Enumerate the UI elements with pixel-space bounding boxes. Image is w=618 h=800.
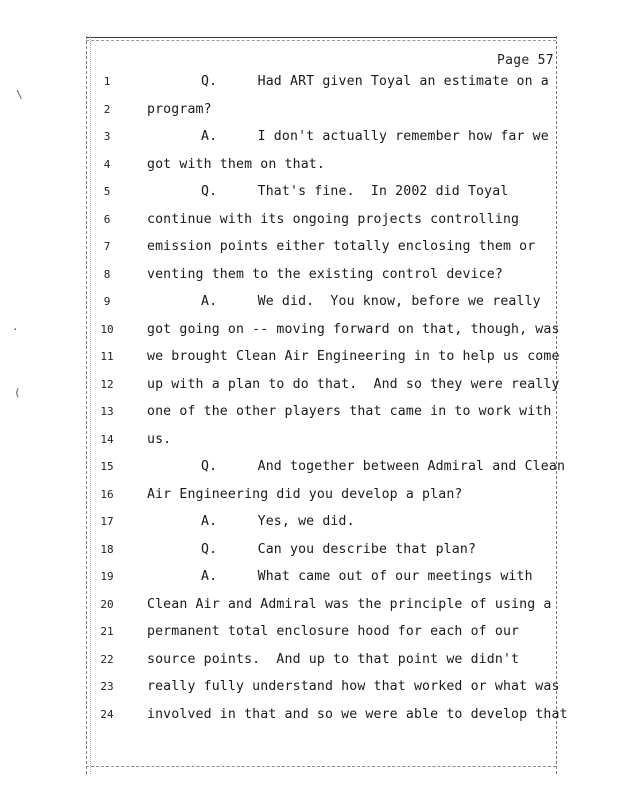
line-number: 18 <box>100 542 114 556</box>
line-number: 6 <box>103 212 111 226</box>
line-text: permanent total enclosure hood for each of our <box>147 624 520 639</box>
line-text: we brought Clean Air Engineering in to help us come <box>147 349 560 364</box>
line-number: 17 <box>100 515 114 528</box>
line-text: A. I don't actually remember how far we <box>201 129 549 144</box>
line-number: 19 <box>100 570 114 583</box>
scan-dot: . <box>12 320 19 333</box>
line-text: A. We did. You know, before we really <box>201 294 541 309</box>
line-text: got with them on that. <box>147 156 325 172</box>
line-text: A. Yes, we did. <box>201 514 355 529</box>
right-margin-line <box>556 36 557 774</box>
line-number: 3 <box>103 130 111 143</box>
line-text: Clean Air and Admiral was the principle of using a <box>147 596 552 612</box>
line-text: Q. And together between Admiral and Clean <box>201 459 566 474</box>
line-number: 4 <box>103 157 111 171</box>
top-rule <box>86 37 556 38</box>
line-number: 5 <box>103 185 111 198</box>
line-number: 13 <box>100 405 114 418</box>
line-text: program? <box>147 101 212 117</box>
line-number: 12 <box>100 377 114 391</box>
top-rule-dashed <box>86 40 556 41</box>
line-text: Q. That's fine. In 2002 did Toyal <box>201 184 509 199</box>
line-text: source points. And up to that point we didn't <box>147 651 520 667</box>
line-text: venting them to the existing control device? <box>147 266 503 282</box>
line-number: 9 <box>103 295 111 308</box>
line-text: us. <box>147 431 172 447</box>
line-text: A. What came out of our meetings with <box>201 569 533 584</box>
line-text: Q. Can you describe that plan? <box>201 541 477 557</box>
line-number: 22 <box>100 652 114 666</box>
line-text: Air Engineering did you develop a plan? <box>147 486 463 502</box>
left-margin-line <box>86 36 87 774</box>
scan-mark: ( <box>14 386 21 399</box>
line-number: 24 <box>100 707 114 721</box>
line-number: 23 <box>100 680 114 693</box>
left-margin-line-inner <box>90 36 91 774</box>
line-text: emission points either totally enclosing them or <box>147 239 536 254</box>
line-number: 8 <box>103 267 111 281</box>
scan-mark: \ <box>16 88 23 101</box>
line-text: involved in that and so we were able to develop that <box>147 706 568 722</box>
line-number: 20 <box>100 597 114 611</box>
line-text: really fully understand how that worked or what was <box>147 679 560 694</box>
line-number: 21 <box>100 625 114 638</box>
line-number: 1 <box>103 75 111 88</box>
line-text: Q. Had ART given Toyal an estimate on a <box>201 74 549 89</box>
page-number: Page 57 <box>497 53 554 68</box>
line-text: up with a plan to do that. And so they were really <box>147 376 560 392</box>
line-number: 16 <box>100 487 114 501</box>
line-text: one of the other players that came in to work with <box>147 404 552 419</box>
line-number: 7 <box>103 240 111 253</box>
bottom-rule <box>86 766 556 767</box>
line-number: 15 <box>100 460 114 473</box>
line-number: 10 <box>100 322 114 336</box>
line-text: continue with its ongoing projects controlling <box>147 211 520 227</box>
line-number: 2 <box>103 102 111 116</box>
line-number: 11 <box>100 350 114 363</box>
line-text: got going on -- moving forward on that, though, was <box>147 321 560 337</box>
line-number: 14 <box>100 432 114 446</box>
